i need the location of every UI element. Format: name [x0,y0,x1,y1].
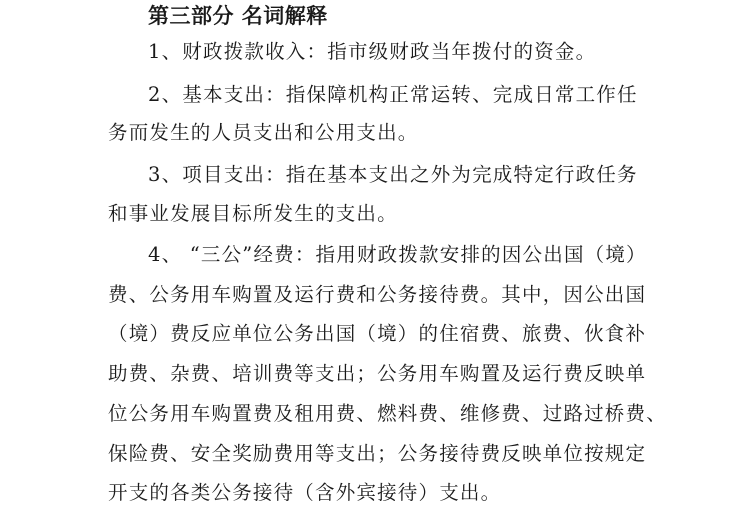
item-4-line-5: 位公务用车购置费及租用费、燃料费、维修费、过路过桥费、 [108,402,667,425]
item-4-line-1: 4、 “三公”经费：指用财政拨款安排的因公出国（境） [148,243,647,266]
item-4-line-3: （境）费反应单位公务出国（境）的住宿费、旅费、伙食补 [108,322,647,345]
item-1-line-1: 1、财政拨款收入：指市级财政当年拨付的资金。 [148,40,597,63]
item-2-line-2: 务而发生的人员支出和公用支出。 [108,121,419,144]
item-4-line-7: 开支的各类公务接待（含外宾接待）支出。 [108,481,502,504]
item-4-line-2: 费、公务用车购置及运行费和公务接待费。其中，因公出国 [108,283,647,306]
item-3-line-2: 和事业发展目标所发生的支出。 [108,202,398,225]
item-2-line-1: 2、基本支出：指保障机构正常运转、完成日常工作任 [148,83,638,106]
item-4-line-4: 助费、杂费、培训费等支出；公务用车购置及运行费反映单 [108,362,647,385]
item-3-line-1: 3、项目支出：指在基本支出之外为完成特定行政任务 [148,163,638,186]
item-4-line-6: 保险费、安全奖励费用等支出；公务接待费反映单位按规定 [108,442,647,465]
section-heading: 第三部分 名词解释 [148,4,328,28]
